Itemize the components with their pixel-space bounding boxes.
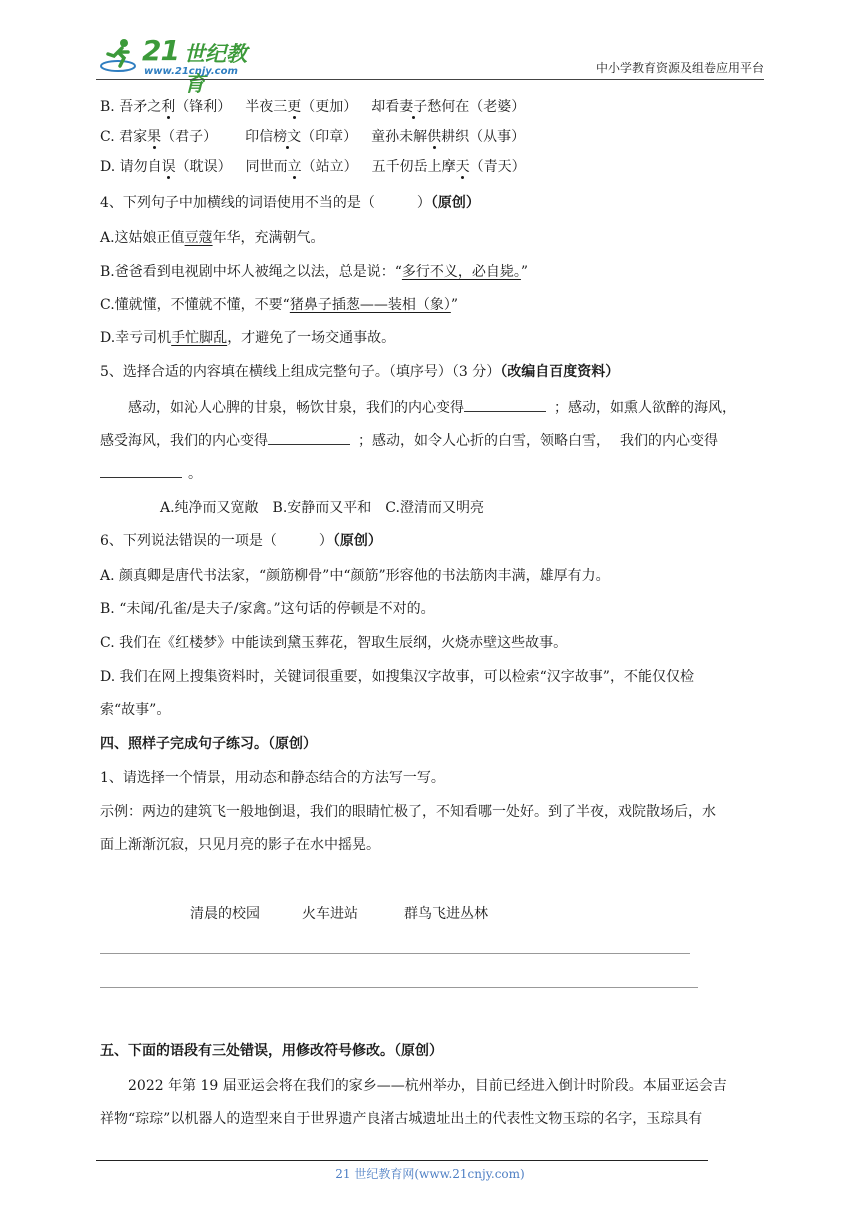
q5-options: A.纯净而又宽敞 B.安静而又平和 C.澄清而又明亮 [160, 500, 484, 516]
q6-option-b: B. “未闻/孔雀/是夫子/家禽。”这句话的停顿是不对的。 [100, 601, 435, 617]
q4-stem: 4、下列句子中加横线的词语使用不当的是（ ）（原创） [100, 195, 480, 211]
q5-stem: 5、选择合适的内容填在横线上组成完整句子。（填序号）（3 分）（改编自百度资料） [100, 364, 620, 380]
page-header [96, 30, 764, 96]
q5-tag: （改编自百度资料） [500, 364, 620, 380]
q5-blank-2[interactable] [268, 430, 350, 445]
footer-divider [96, 1160, 708, 1161]
q6-option-a: A. 颜真卿是唐代书法家，“颜筋柳骨”中“颜筋”形容他的书法筋肉丰满，雄厚有力。 [100, 568, 610, 584]
q3-option-d: D. 请勿自误（耽误） 同世而立（站立） 五千仞岳上摩天（青天） [100, 159, 526, 175]
q3-option-c: C. 君家果（君子） 印信榜文（印章） 童孙未解供耕织（从事） [100, 129, 526, 145]
s4-choice-2: 火车进站 [302, 906, 358, 922]
q6-option-d-line-1: D. 我们在网上搜集资料时，关键词很重要，如搜集汉字故事，可以检索“汉字故事”，不能仅仅检 [100, 669, 694, 685]
q6-option-d-line-2: 索“故事”。 [100, 702, 171, 718]
s4-choice-3: 群鸟飞进丛林 [404, 906, 488, 922]
s4-choice-1: 清晨的校园 [190, 906, 260, 922]
q4-option-d: D.幸亏司机手忙脚乱，才避免了一场交通事故。 [100, 330, 396, 346]
s5-paragraph-line-2: 祥物“琮琮”以机器人的造型来自于世界遗产良渚古城遗址出土的代表性文物玉琮的名字，玉琮具有 [100, 1111, 703, 1127]
header-platform-text: 中小学教育资源及组卷应用平台 [595, 61, 764, 75]
logo-text: 世纪教育 [184, 42, 247, 96]
logo-number: 21 [142, 34, 179, 67]
q4-option-a: A.这姑娘正值豆蔻年华，充满朝气。 [100, 230, 325, 246]
logo [96, 34, 266, 96]
s4-example-line-1: 示例：两边的建筑飞一般地倒退，我们的眼睛忙极了，不知看哪一处好。到了半夜，戏院散场后，水 [100, 804, 716, 820]
q5-paragraph-line-3: 。 [100, 463, 202, 485]
q4-tag: （原创） [430, 195, 480, 211]
q6-option-c: C. 我们在《红楼梦》中能读到黛玉葬花，智取生辰纲，火烧赤壁这些故事。 [100, 635, 568, 651]
answer-line-2[interactable] [100, 987, 698, 988]
q4-option-b: B.爸爸看到电视剧中坏人被绳之以法，总是说：“多行不义，必自毙。” [100, 264, 529, 280]
logo-url: www.21cnjy.com [144, 66, 238, 77]
section-4-title: 四、照样子完成句子练习。（原创） [100, 736, 317, 752]
q6-stem: 6、下列说法错误的一项是（ ）（原创） [100, 533, 382, 549]
s5-paragraph-line-1: 2022 年第 19 届亚运会将在我们的家乡——杭州举办，目前已经进入倒计时阶段。本届亚运会吉 [128, 1078, 727, 1094]
runner-logo-icon [100, 38, 138, 74]
q5-paragraph-line-1: 感动，如沁人心脾的甘泉，畅饮甘泉，我们的内心变得 ；感动，如熏人欲醉的海风， [128, 397, 736, 419]
q3-option-b: B. 吾矛之利（锋利） 半夜三更（更加） 却看妻子愁何在（老婆） [100, 99, 526, 115]
s4-example-line-2: 面上渐渐沉寂，只见月亮的影子在水中摇晃。 [100, 837, 380, 853]
s4-question-1: 1、请选择一个情景，用动态和静态结合的方法写一写。 [100, 770, 445, 786]
footer-text[interactable]: 21 世纪教育网(www.21cnjy.com) [335, 1167, 525, 1181]
q5-blank-1[interactable] [464, 397, 546, 412]
s4-choices [190, 903, 488, 925]
q6-tag: （原创） [332, 533, 382, 549]
q5-paragraph-line-2: 感受海风，我们的内心变得 ；感动，如令人心折的白雪，领略白雪， 我们的内心变得 [100, 430, 718, 452]
answer-line-1[interactable] [100, 953, 690, 954]
q5-blank-3[interactable] [100, 463, 182, 478]
q4-option-c: C.懂就懂，不懂就不懂，不要“猪鼻子插葱——装相（象）” [100, 297, 458, 313]
section-5-title: 五、下面的语段有三处错误，用修改符号修改。（原创） [100, 1043, 443, 1059]
header-divider [96, 79, 764, 80]
